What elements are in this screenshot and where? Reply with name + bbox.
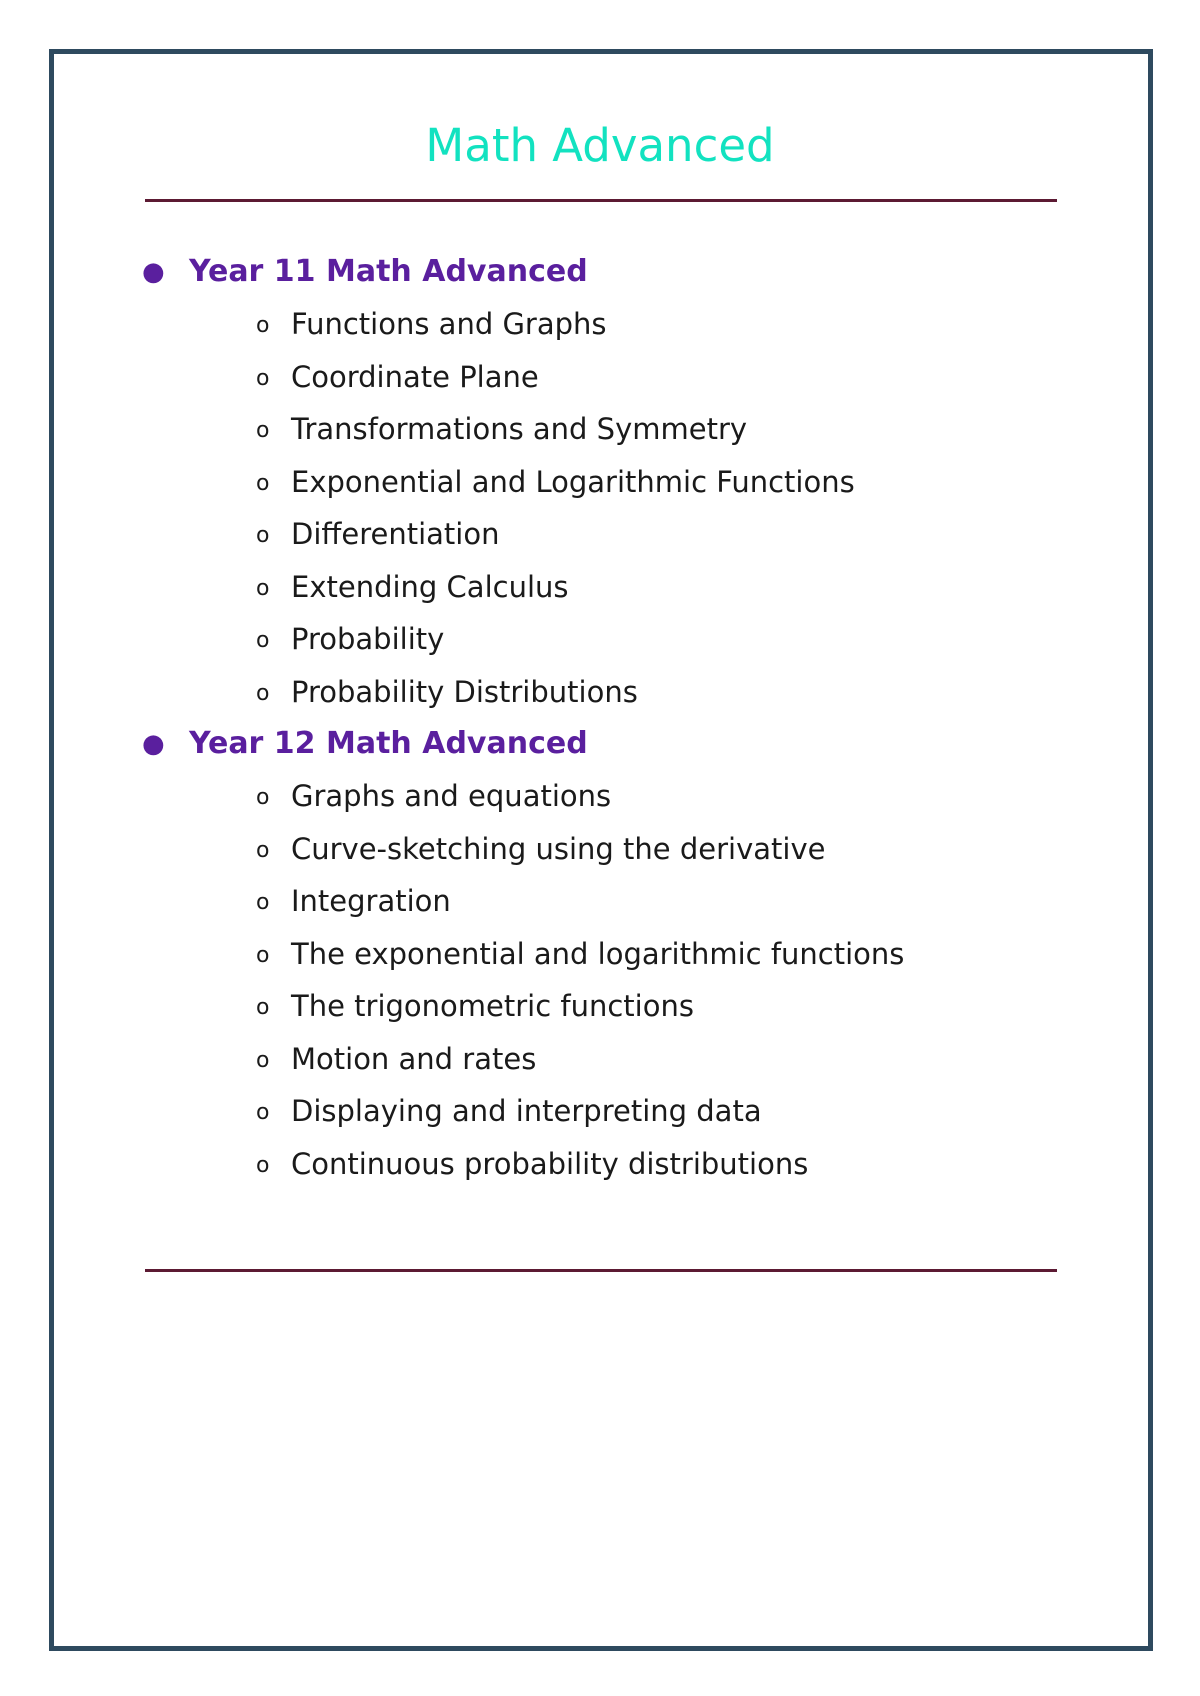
list-item	[0, 514, 1200, 567]
list-item	[0, 619, 1200, 672]
circle-bullet-icon: o	[256, 680, 270, 706]
topic-label: Functions and Graphs	[291, 307, 607, 341]
circle-bullet-icon: o	[256, 628, 270, 653]
circle-bullet-icon: o	[256, 785, 270, 810]
list-item	[0, 672, 1200, 725]
section-year-12	[0, 724, 1200, 1196]
topic-label: Integration	[291, 884, 451, 918]
list-item	[0, 409, 1200, 462]
circle-bullet-icon: o	[256, 837, 270, 863]
circle-bullet-icon: o	[256, 575, 270, 601]
topic-outline	[0, 252, 1200, 1196]
circle-bullet-icon: o	[256, 523, 270, 548]
top-divider	[145, 199, 1057, 202]
circle-bullet-icon: o	[256, 365, 270, 391]
topic-label: Extending Calculus	[291, 569, 569, 604]
list-item	[0, 462, 1200, 515]
circle-bullet-icon: o	[256, 890, 270, 915]
section-heading	[0, 724, 1200, 776]
topic-label: Coordinate Plane	[291, 359, 539, 394]
list-item	[0, 1091, 1200, 1144]
list-item	[0, 1039, 1200, 1092]
topic-label: Motion and rates	[291, 1041, 537, 1076]
page-title: Math Advanced	[425, 119, 775, 172]
list-item	[0, 357, 1200, 410]
bullet-icon: ●	[142, 729, 165, 759]
list-item	[0, 829, 1200, 882]
topic-label: Probability Distributions	[291, 674, 638, 709]
topic-label: Probability	[291, 622, 445, 656]
topic-label: Differentiation	[291, 517, 500, 551]
circle-bullet-icon: o	[256, 942, 270, 968]
circle-bullet-icon: o	[256, 995, 270, 1020]
list-item	[0, 1144, 1200, 1197]
topic-label: Exponential and Logarithmic Functions	[291, 464, 855, 499]
list-item	[0, 304, 1200, 357]
section-heading	[0, 252, 1200, 304]
list-item	[0, 776, 1200, 829]
circle-bullet-icon: o	[256, 1100, 270, 1125]
list-item	[0, 934, 1200, 987]
topic-label: Continuous probability distributions	[291, 1146, 809, 1181]
topic-label: Curve-sketching using the derivative	[291, 831, 826, 866]
section-heading-label: Year 12 Math Advanced	[189, 726, 588, 761]
topic-label: The exponential and logarithmic functions	[291, 936, 905, 971]
circle-bullet-icon: o	[256, 1047, 270, 1073]
circle-bullet-icon: o	[256, 1152, 270, 1178]
circle-bullet-icon: o	[256, 470, 270, 496]
topic-label: Displaying and interpreting data	[291, 1094, 762, 1128]
bullet-icon: ●	[142, 257, 165, 287]
circle-bullet-icon: o	[256, 418, 270, 443]
list-item	[0, 567, 1200, 620]
topic-label: The trigonometric functions	[291, 989, 694, 1023]
list-item	[0, 881, 1200, 934]
section-year-11	[0, 252, 1200, 724]
topic-label: Transformations and Symmetry	[291, 412, 748, 446]
bottom-divider	[145, 1269, 1057, 1272]
circle-bullet-icon: o	[256, 313, 270, 338]
topic-label: Graphs and equations	[291, 779, 612, 813]
list-item	[0, 986, 1200, 1039]
section-heading-label: Year 11 Math Advanced	[189, 254, 588, 289]
